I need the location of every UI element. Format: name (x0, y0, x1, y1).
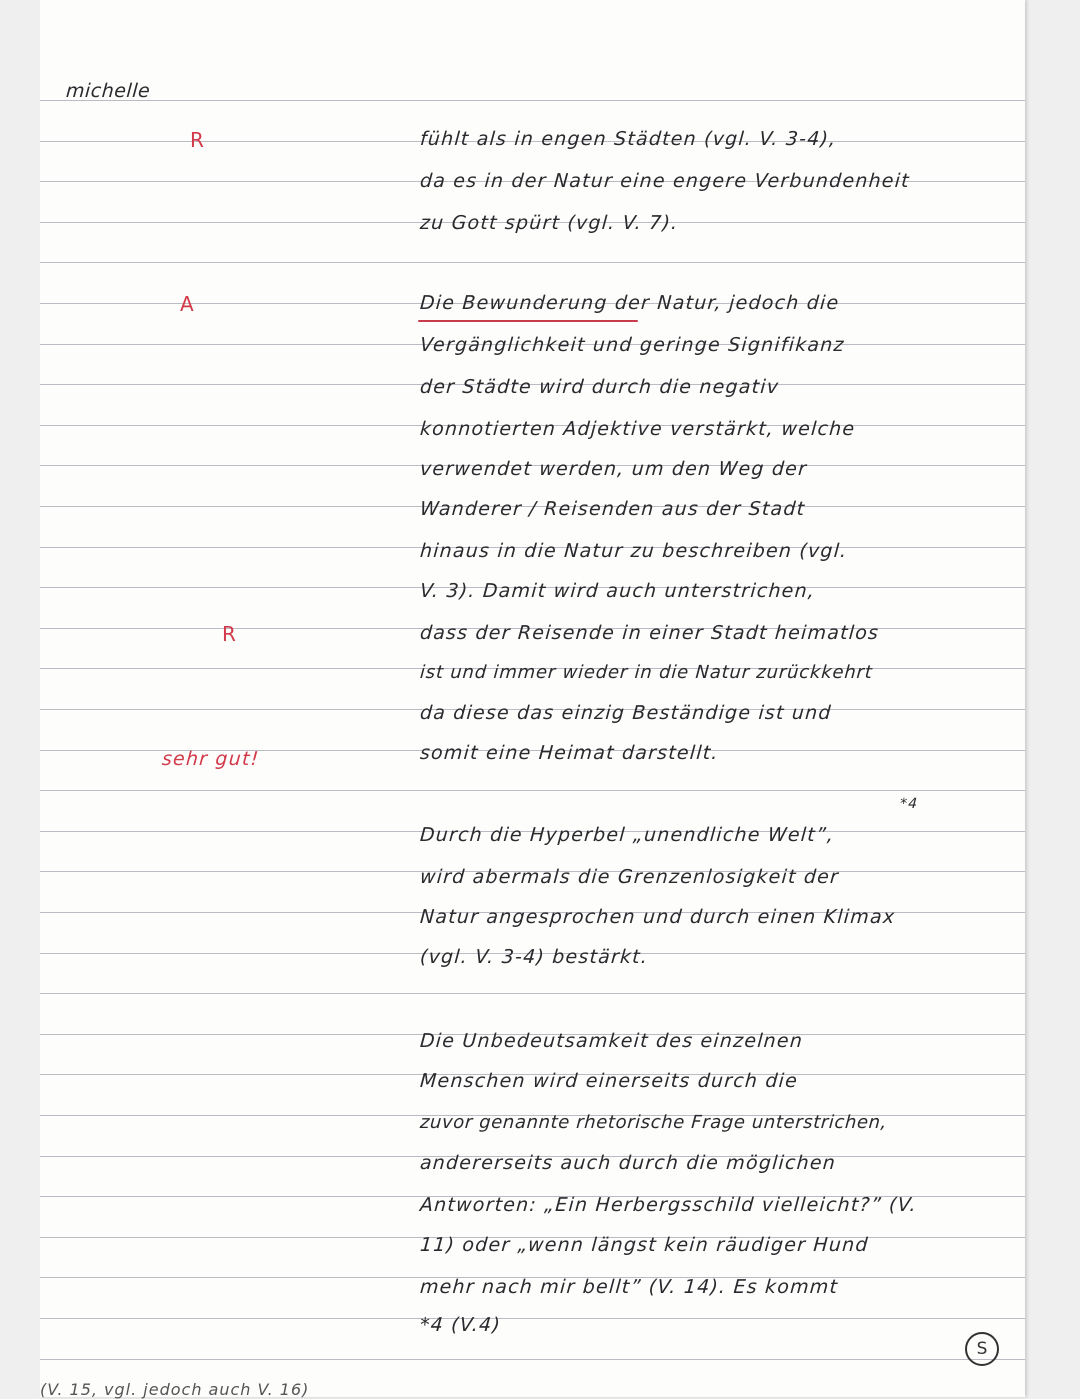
text-line: somit eine Heimat darstellt. (419, 742, 720, 764)
margin-comment-sehr-gut: sehr gut! (161, 748, 261, 770)
ruled-line (40, 790, 1025, 791)
text-line: zu Gott spürt (vgl. V. 7). (419, 212, 680, 234)
signature-stamp: S (965, 1332, 999, 1366)
text-line: dass der Reisende in einer Stadt heimatlos (419, 622, 880, 644)
bottom-cut-text: (V. 15, vgl. jedoch auch V. 16) (40, 1380, 310, 1399)
text-line: konnotierten Adjektive verstärkt, welche (419, 418, 857, 440)
text-line: andererseits auch durch die möglichen (419, 1152, 837, 1174)
red-underline (418, 320, 638, 322)
margin-mark-r1: R (190, 128, 206, 152)
text-line: Natur angesprochen und durch einen Klimax (419, 906, 897, 928)
ruled-line (40, 993, 1025, 994)
text-line: fühlt als in engen Städten (vgl. V. 3-4), (419, 128, 838, 150)
text-line: Menschen wird einerseits durch die (419, 1070, 799, 1092)
text-line: mehr nach mir bellt” (V. 14). Es kommt (419, 1276, 839, 1298)
text-line: 11) oder „wenn längst kein räudiger Hund (419, 1234, 870, 1256)
text-line: (vgl. V. 3-4) bestärkt. (419, 946, 649, 968)
text-line: hinaus in die Natur zu beschreiben (vgl. (419, 540, 849, 562)
insert-marker: *4 (899, 796, 919, 812)
text-line: Vergänglichkeit und geringe Signifikanz (419, 334, 846, 356)
text-line: da es in der Natur eine engere Verbundenheit (419, 170, 911, 192)
margin-mark-r2: R (222, 622, 238, 646)
text-line: wird abermals die Grenzenlosigkeit der (419, 866, 840, 888)
notebook-page (40, 0, 1025, 1397)
text-line: Antworten: „Ein Herbergsschild vielleicht?” (V. (419, 1194, 918, 1216)
text-line: ist und immer wieder in die Natur zurückkehrt (419, 662, 874, 683)
text-line: V. 3). Damit wird auch unterstrichen, (419, 580, 816, 602)
text-line: der Städte wird durch die negativ (419, 376, 781, 398)
text-line: Wanderer / Reisenden aus der Stadt (419, 498, 807, 520)
ruled-line (40, 1359, 1025, 1360)
text-line: *4 (V.4) (419, 1314, 502, 1336)
margin-mark-a: A (180, 292, 195, 316)
text-line: Die Unbedeutsamkeit des einzelnen (419, 1030, 804, 1052)
text-line: Durch die Hyperbel „unendliche Welt”, (419, 824, 836, 846)
author-name: michelle (65, 80, 151, 102)
text-line: zuvor genannte rhetorische Frage unterstrichen, (419, 1112, 888, 1133)
text-line: verwendet werden, um den Weg der (419, 458, 808, 480)
ruled-line (40, 1318, 1025, 1319)
text-line: da diese das einzig Beständige ist und (419, 702, 833, 724)
ruled-line (40, 262, 1025, 263)
text-line: Die Bewunderung der Natur, jedoch die (419, 292, 841, 314)
ruled-line (40, 100, 1025, 101)
